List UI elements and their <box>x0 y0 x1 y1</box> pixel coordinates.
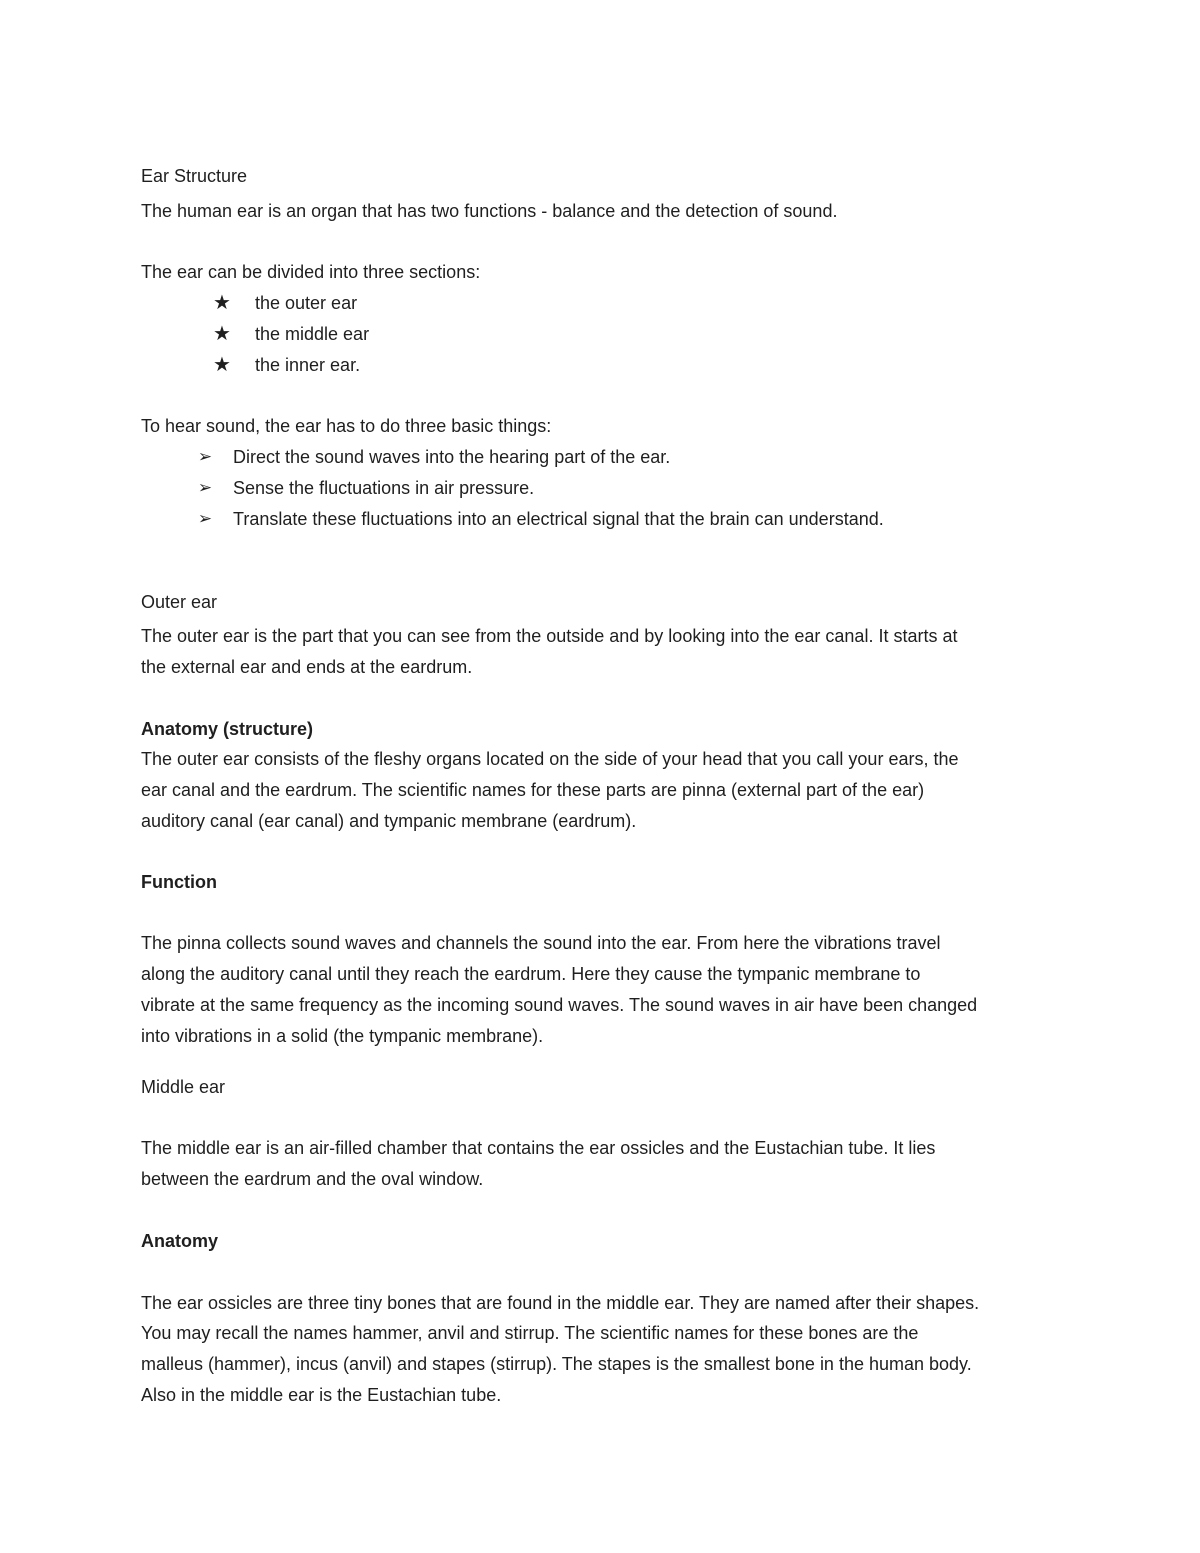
black-star-icon: ★ <box>213 354 231 376</box>
paragraph-line: the external ear and ends at the eardrum. <box>141 657 473 677</box>
black-star-icon: ★ <box>213 323 231 345</box>
sections-lead: The ear can be divided into three sections: <box>141 262 481 282</box>
list-item-text: Translate these fluctuations into an electrical signal that the brain can understand. <box>233 509 884 529</box>
paragraph-line: vibrate at the same frequency as the incoming sound waves. The sound waves in air have been changed <box>141 995 978 1015</box>
paragraph-line: The pinna collects sound waves and channels the sound into the ear. From here the vibrations travel <box>141 933 941 953</box>
outer-ear-heading: Outer ear <box>141 592 218 612</box>
outer-ear-function-heading: Function <box>141 872 217 892</box>
paragraph-line: into vibrations in a solid (the tympanic membrane). <box>141 1026 544 1046</box>
middle-ear-anatomy-heading: Anatomy <box>141 1231 219 1251</box>
paragraph-line: auditory canal (ear canal) and tympanic membrane (eardrum). <box>141 811 637 831</box>
hearing-lead: To hear sound, the ear has to do three basic things: <box>141 416 552 436</box>
outer-ear-anatomy-heading: Anatomy (structure) <box>141 719 314 739</box>
paragraph-line: along the auditory canal until they reach the eardrum. Here they cause the tympanic membrane to <box>141 964 921 984</box>
arrowhead-icon: ➢ <box>197 509 213 528</box>
paragraph-line: Also in the middle ear is the Eustachian tube. <box>141 1385 502 1405</box>
middle-ear-heading: Middle ear <box>141 1077 226 1097</box>
paragraph-line: ear canal and the eardrum. The scientific names for these parts are pinna (external part of the ear) <box>141 780 925 800</box>
arrowhead-icon: ➢ <box>197 478 213 497</box>
paragraph-line: The ear ossicles are three tiny bones that are found in the middle ear. They are named after their shapes. <box>141 1293 980 1313</box>
paragraph-line: The middle ear is an air-filled chamber that contains the ear ossicles and the Eustachian tube. It lies <box>141 1138 936 1158</box>
list-item-text: the inner ear. <box>255 355 361 375</box>
list-item-text: Sense the fluctuations in air pressure. <box>233 478 535 498</box>
paragraph-line: The outer ear is the part that you can see from the outside and by looking into the ear canal. It starts at <box>141 626 958 646</box>
arrowhead-icon: ➢ <box>197 447 213 466</box>
black-star-icon: ★ <box>213 292 231 314</box>
paragraph-line: The outer ear consists of the fleshy organs located on the side of your head that you call your ears, the <box>141 749 959 769</box>
list-item-text: Direct the sound waves into the hearing part of the ear. <box>233 447 671 467</box>
document-title: Ear Structure <box>141 166 248 186</box>
paragraph-line: You may recall the names hammer, anvil and stirrup. The scientific names for these bones are the <box>141 1323 919 1343</box>
list-item-text: the middle ear <box>255 324 370 344</box>
list-item-text: the outer ear <box>255 293 358 313</box>
paragraph-line: malleus (hammer), incus (anvil) and stapes (stirrup). The stapes is the smallest bone in the human body. <box>141 1354 972 1374</box>
paragraph-line: between the eardrum and the oval window. <box>141 1169 484 1189</box>
intro-paragraph: The human ear is an organ that has two functions - balance and the detection of sound. <box>141 201 838 221</box>
